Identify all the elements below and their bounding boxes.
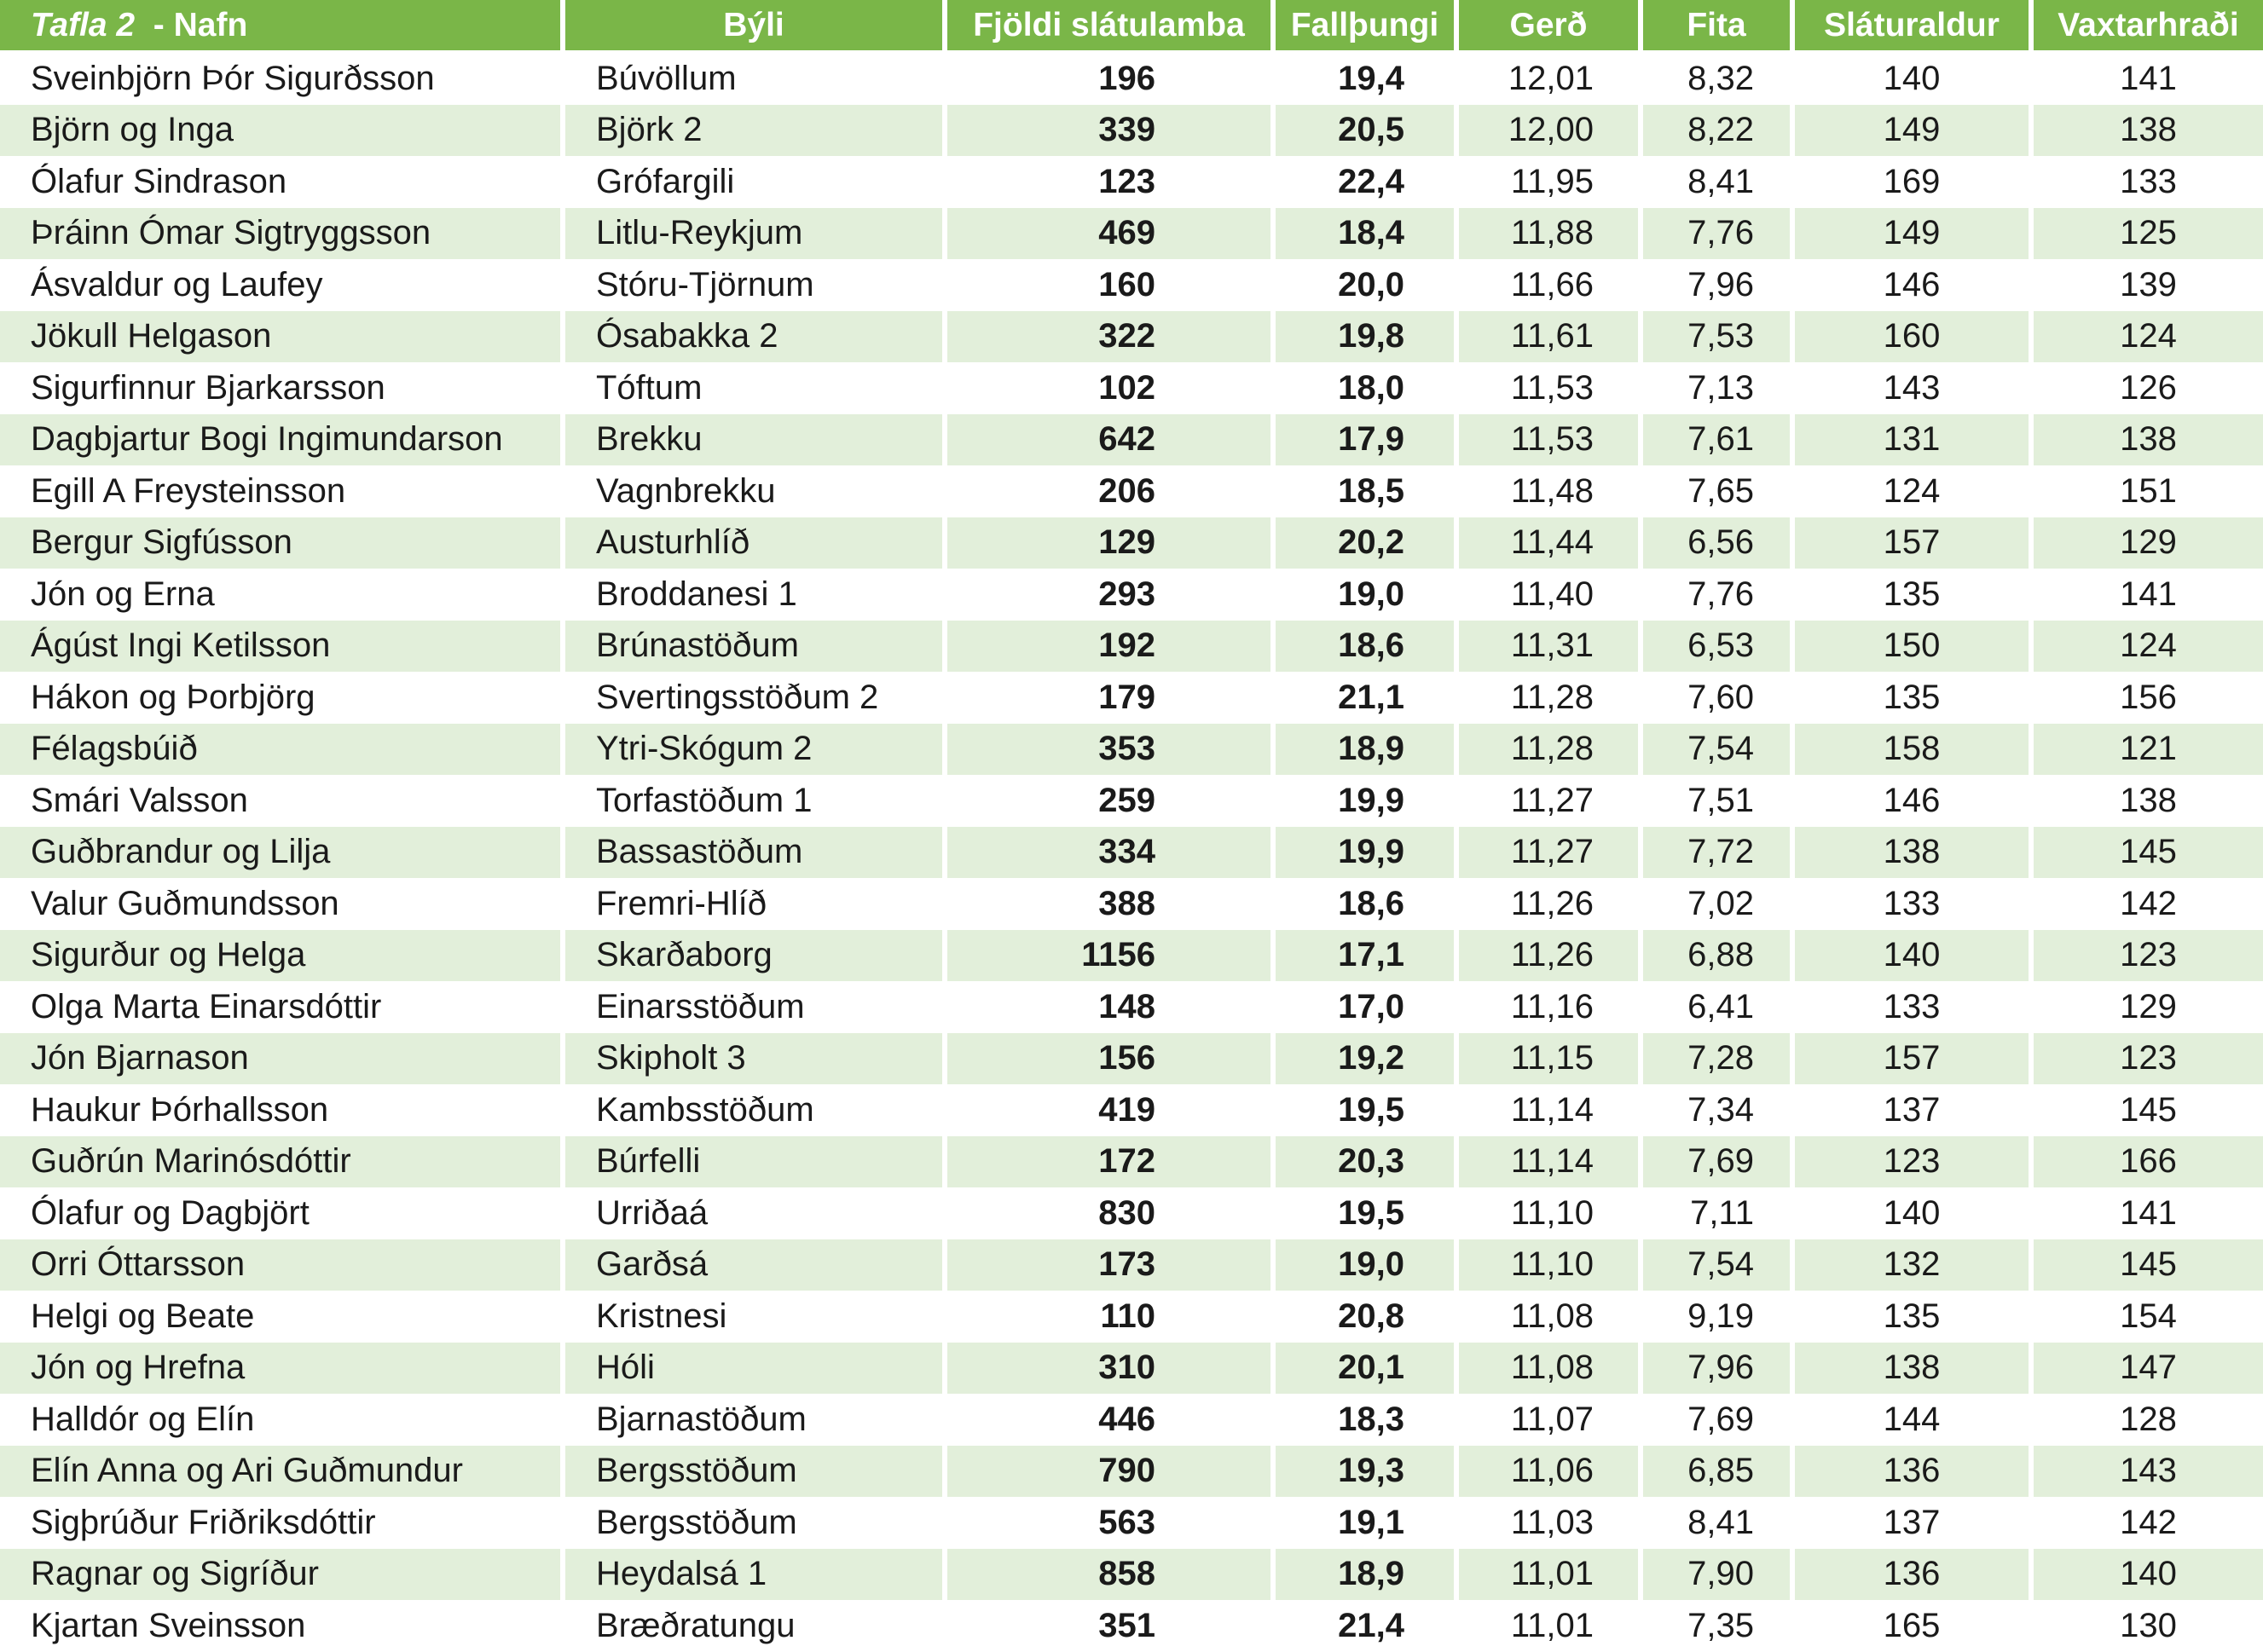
table-row[interactable] [0, 362, 2263, 414]
cell-nafn[interactable]: Orri Óttarsson [0, 1239, 565, 1291]
cell-fjoldi[interactable]: 206 [947, 465, 1276, 517]
cell-fjoldi[interactable]: 830 [947, 1187, 1276, 1239]
cell-fita[interactable]: 6,88 [1643, 930, 1795, 982]
cell-nafn[interactable]: Jökull Helgason [0, 311, 565, 363]
cell-slaturaldur[interactable]: 131 [1795, 414, 2034, 466]
cell-nafn[interactable]: Kjartan Sveinsson [0, 1600, 565, 1652]
cell-slaturaldur[interactable]: 137 [1795, 1497, 2034, 1549]
column-header-fjoldi[interactable]: Fjöldi slátulamba [947, 0, 1276, 53]
cell-fita[interactable]: 8,41 [1643, 1497, 1795, 1549]
cell-slaturaldur[interactable]: 140 [1795, 930, 2034, 982]
cell-vaxtarhradi[interactable]: 124 [2034, 621, 2263, 673]
cell-fjoldi[interactable]: 102 [947, 362, 1276, 414]
cell-slaturaldur[interactable]: 160 [1795, 311, 2034, 363]
cell-fita[interactable]: 7,53 [1643, 311, 1795, 363]
cell-fita[interactable]: 7,76 [1643, 208, 1795, 260]
column-header-fita[interactable]: Fita [1643, 0, 1795, 53]
cell-fjoldi[interactable]: 123 [947, 156, 1276, 208]
cell-slaturaldur[interactable]: 144 [1795, 1394, 2034, 1446]
cell-nafn[interactable]: Olga Marta Einarsdóttir [0, 981, 565, 1033]
cell-fallthungi[interactable]: 20,1 [1276, 1343, 1459, 1395]
table-row[interactable] [0, 930, 2263, 982]
cell-slaturaldur[interactable]: 136 [1795, 1549, 2034, 1601]
cell-byli[interactable]: Broddanesi 1 [565, 569, 947, 621]
table-row[interactable] [0, 414, 2263, 466]
cell-fita[interactable]: 7,51 [1643, 775, 1795, 827]
table-row[interactable] [0, 672, 2263, 724]
cell-fita[interactable]: 7,69 [1643, 1136, 1795, 1188]
cell-gerd[interactable]: 11,28 [1459, 724, 1643, 776]
cell-fjoldi[interactable]: 790 [947, 1446, 1276, 1498]
cell-slaturaldur[interactable]: 143 [1795, 362, 2034, 414]
cell-fallthungi[interactable]: 20,8 [1276, 1291, 1459, 1343]
cell-slaturaldur[interactable]: 140 [1795, 53, 2034, 105]
cell-byli[interactable]: Bjarnastöðum [565, 1394, 947, 1446]
cell-slaturaldur[interactable]: 136 [1795, 1446, 2034, 1498]
column-header-gerd[interactable]: Gerð [1459, 0, 1643, 53]
cell-byli[interactable]: Búrfelli [565, 1136, 947, 1188]
cell-vaxtarhradi[interactable]: 123 [2034, 930, 2263, 982]
cell-nafn[interactable]: Ólafur Sindrason [0, 156, 565, 208]
table-row[interactable] [0, 53, 2263, 105]
cell-slaturaldur[interactable]: 157 [1795, 1033, 2034, 1085]
column-header-nafn-label: - Nafn [135, 6, 248, 43]
table-row[interactable] [0, 208, 2263, 260]
cell-gerd[interactable]: 11,44 [1459, 517, 1643, 569]
cell-gerd[interactable]: 11,14 [1459, 1136, 1643, 1188]
cell-fita[interactable]: 7,96 [1643, 1343, 1795, 1395]
cell-nafn[interactable]: Ragnar og Sigríður [0, 1549, 565, 1601]
cell-fjoldi[interactable]: 192 [947, 621, 1276, 673]
cell-fallthungi[interactable]: 18,6 [1276, 621, 1459, 673]
cell-fallthungi[interactable]: 18,0 [1276, 362, 1459, 414]
cell-slaturaldur[interactable]: 132 [1795, 1239, 2034, 1291]
cell-vaxtarhradi[interactable]: 147 [2034, 1343, 2263, 1395]
cell-gerd[interactable]: 11,95 [1459, 156, 1643, 208]
cell-byli[interactable]: Kambsstöðum [565, 1084, 947, 1136]
cell-fallthungi[interactable]: 17,0 [1276, 981, 1459, 1033]
cell-nafn[interactable]: Sigþrúður Friðriksdóttir [0, 1497, 565, 1549]
cell-byli[interactable]: Garðsá [565, 1239, 947, 1291]
cell-vaxtarhradi[interactable]: 125 [2034, 208, 2263, 260]
cell-vaxtarhradi[interactable]: 141 [2034, 569, 2263, 621]
table-row[interactable] [0, 569, 2263, 621]
cell-slaturaldur[interactable]: 133 [1795, 878, 2034, 930]
cell-fjoldi[interactable]: 351 [947, 1600, 1276, 1652]
cell-nafn[interactable]: Egill A Freysteinsson [0, 465, 565, 517]
table-row[interactable] [0, 1446, 2263, 1498]
cell-fallthungi[interactable]: 21,4 [1276, 1600, 1459, 1652]
table-row[interactable] [0, 1549, 2263, 1601]
cell-nafn[interactable]: Hákon og Þorbjörg [0, 672, 565, 724]
cell-vaxtarhradi[interactable]: 140 [2034, 1549, 2263, 1601]
cell-byli[interactable]: Brekku [565, 414, 947, 466]
cell-byli[interactable]: Kristnesi [565, 1291, 947, 1343]
cell-gerd[interactable]: 11,53 [1459, 362, 1643, 414]
cell-byli[interactable]: Litlu-Reykjum [565, 208, 947, 260]
cell-vaxtarhradi[interactable]: 154 [2034, 1291, 2263, 1343]
cell-fallthungi[interactable]: 19,2 [1276, 1033, 1459, 1085]
cell-nafn[interactable]: Félagsbúið [0, 724, 565, 776]
cell-gerd[interactable]: 11,06 [1459, 1446, 1643, 1498]
cell-fita[interactable]: 6,41 [1643, 981, 1795, 1033]
table-row[interactable] [0, 724, 2263, 776]
cell-nafn[interactable]: Jón og Erna [0, 569, 565, 621]
cell-fjoldi[interactable]: 419 [947, 1084, 1276, 1136]
cell-gerd[interactable]: 11,88 [1459, 208, 1643, 260]
cell-fallthungi[interactable]: 20,0 [1276, 259, 1459, 311]
cell-nafn[interactable]: Bergur Sigfússon [0, 517, 565, 569]
cell-vaxtarhradi[interactable]: 142 [2034, 1497, 2263, 1549]
cell-slaturaldur[interactable]: 165 [1795, 1600, 2034, 1652]
cell-fjoldi[interactable]: 160 [947, 259, 1276, 311]
cell-gerd[interactable]: 11,48 [1459, 465, 1643, 517]
cell-gerd[interactable]: 11,31 [1459, 621, 1643, 673]
cell-byli[interactable]: Torfastöðum 1 [565, 775, 947, 827]
cell-fita[interactable]: 7,02 [1643, 878, 1795, 930]
cell-slaturaldur[interactable]: 135 [1795, 672, 2034, 724]
cell-fallthungi[interactable]: 19,3 [1276, 1446, 1459, 1498]
cell-slaturaldur[interactable]: 135 [1795, 1291, 2034, 1343]
cell-vaxtarhradi[interactable]: 121 [2034, 724, 2263, 776]
column-header-nafn[interactable] [0, 0, 565, 53]
cell-fjoldi[interactable]: 446 [947, 1394, 1276, 1446]
table-row[interactable] [0, 105, 2263, 157]
cell-fallthungi[interactable]: 18,3 [1276, 1394, 1459, 1446]
cell-nafn[interactable]: Sigurður og Helga [0, 930, 565, 982]
cell-nafn[interactable]: Ágúst Ingi Ketilsson [0, 621, 565, 673]
cell-fita[interactable]: 8,41 [1643, 156, 1795, 208]
cell-fjoldi[interactable]: 310 [947, 1343, 1276, 1395]
cell-fallthungi[interactable]: 20,3 [1276, 1136, 1459, 1188]
cell-fjoldi[interactable]: 196 [947, 53, 1276, 105]
table-header [0, 0, 2263, 53]
cell-fjoldi[interactable]: 148 [947, 981, 1276, 1033]
cell-fita[interactable]: 7,90 [1643, 1549, 1795, 1601]
cell-fjoldi[interactable]: 388 [947, 878, 1276, 930]
cell-fallthungi[interactable]: 19,5 [1276, 1187, 1459, 1239]
cell-gerd[interactable]: 11,15 [1459, 1033, 1643, 1085]
cell-slaturaldur[interactable]: 146 [1795, 259, 2034, 311]
cell-slaturaldur[interactable]: 150 [1795, 621, 2034, 673]
cell-fjoldi[interactable]: 339 [947, 105, 1276, 157]
cell-vaxtarhradi[interactable]: 123 [2034, 1033, 2263, 1085]
cell-nafn[interactable]: Jón og Hrefna [0, 1343, 565, 1395]
table-row[interactable] [0, 1343, 2263, 1395]
cell-vaxtarhradi[interactable]: 129 [2034, 981, 2263, 1033]
cell-fita[interactable]: 7,69 [1643, 1394, 1795, 1446]
cell-byli[interactable]: Skipholt 3 [565, 1033, 947, 1085]
cell-byli[interactable]: Bergsstöðum [565, 1497, 947, 1549]
cell-gerd[interactable]: 11,10 [1459, 1187, 1643, 1239]
cell-vaxtarhradi[interactable]: 141 [2034, 1187, 2263, 1239]
cell-gerd[interactable]: 11,27 [1459, 827, 1643, 879]
cell-nafn[interactable]: Valur Guðmundsson [0, 878, 565, 930]
cell-gerd[interactable]: 11,03 [1459, 1497, 1643, 1549]
cell-nafn[interactable]: Dagbjartur Bogi Ingimundarson [0, 414, 565, 466]
cell-fallthungi[interactable]: 18,4 [1276, 208, 1459, 260]
cell-gerd[interactable]: 11,10 [1459, 1239, 1643, 1291]
cell-slaturaldur[interactable]: 137 [1795, 1084, 2034, 1136]
cell-fita[interactable]: 8,32 [1643, 53, 1795, 105]
cell-fjoldi[interactable]: 110 [947, 1291, 1276, 1343]
cell-fjoldi[interactable]: 293 [947, 569, 1276, 621]
cell-gerd[interactable]: 11,53 [1459, 414, 1643, 466]
cell-fita[interactable]: 6,53 [1643, 621, 1795, 673]
cell-vaxtarhradi[interactable]: 138 [2034, 105, 2263, 157]
cell-gerd[interactable]: 11,07 [1459, 1394, 1643, 1446]
cell-fallthungi[interactable]: 19,9 [1276, 827, 1459, 879]
cell-vaxtarhradi[interactable]: 124 [2034, 311, 2263, 363]
cell-fjoldi[interactable]: 1156 [947, 930, 1276, 982]
cell-slaturaldur[interactable]: 124 [1795, 465, 2034, 517]
cell-byli[interactable]: Skarðaborg [565, 930, 947, 982]
cell-byli[interactable]: Bassastöðum [565, 827, 947, 879]
cell-fjoldi[interactable]: 334 [947, 827, 1276, 879]
cell-nafn[interactable]: Jón Bjarnason [0, 1033, 565, 1085]
table-row[interactable] [0, 981, 2263, 1033]
cell-fita[interactable]: 7,34 [1643, 1084, 1795, 1136]
cell-nafn[interactable]: Sveinbjörn Þór Sigurðsson [0, 53, 565, 105]
cell-fallthungi[interactable]: 19,4 [1276, 53, 1459, 105]
cell-fallthungi[interactable]: 18,6 [1276, 878, 1459, 930]
cell-fjoldi[interactable]: 563 [947, 1497, 1276, 1549]
table-caption: Tafla 2 [31, 6, 136, 43]
cell-fallthungi[interactable]: 20,5 [1276, 105, 1459, 157]
cell-byli[interactable]: Ósabakka 2 [565, 311, 947, 363]
cell-byli[interactable]: Tóftum [565, 362, 947, 414]
cell-nafn[interactable]: Halldór og Elín [0, 1394, 565, 1446]
cell-fita[interactable]: 9,19 [1643, 1291, 1795, 1343]
cell-fallthungi[interactable]: 18,9 [1276, 1549, 1459, 1601]
cell-gerd[interactable]: 11,01 [1459, 1600, 1643, 1652]
cell-vaxtarhradi[interactable]: 142 [2034, 878, 2263, 930]
table-row[interactable] [0, 827, 2263, 879]
cell-fallthungi[interactable]: 19,0 [1276, 1239, 1459, 1291]
cell-byli[interactable]: Búvöllum [565, 53, 947, 105]
cell-slaturaldur[interactable]: 133 [1795, 981, 2034, 1033]
cell-byli[interactable]: Björk 2 [565, 105, 947, 157]
cell-fjoldi[interactable]: 469 [947, 208, 1276, 260]
cell-fita[interactable]: 7,54 [1643, 724, 1795, 776]
cell-fallthungi[interactable]: 19,8 [1276, 311, 1459, 363]
cell-gerd[interactable]: 11,26 [1459, 878, 1643, 930]
cell-fjoldi[interactable]: 129 [947, 517, 1276, 569]
table-row[interactable] [0, 517, 2263, 569]
table-body [0, 53, 2263, 1652]
table-row[interactable] [0, 1497, 2263, 1549]
cell-slaturaldur[interactable]: 140 [1795, 1187, 2034, 1239]
cell-fjoldi[interactable]: 259 [947, 775, 1276, 827]
cell-byli[interactable]: Austurhlíð [565, 517, 947, 569]
table-row[interactable] [0, 1600, 2263, 1652]
cell-fallthungi[interactable]: 19,1 [1276, 1497, 1459, 1549]
column-header-byli[interactable]: Býli [565, 0, 947, 53]
cell-fita[interactable]: 7,13 [1643, 362, 1795, 414]
cell-vaxtarhradi[interactable]: 138 [2034, 414, 2263, 466]
cell-fita[interactable]: 8,22 [1643, 105, 1795, 157]
cell-fallthungi[interactable]: 17,9 [1276, 414, 1459, 466]
cell-fita[interactable]: 6,56 [1643, 517, 1795, 569]
cell-nafn[interactable]: Elín Anna og Ari Guðmundur [0, 1446, 565, 1498]
cell-gerd[interactable]: 11,16 [1459, 981, 1643, 1033]
cell-fjoldi[interactable]: 173 [947, 1239, 1276, 1291]
cell-slaturaldur[interactable]: 158 [1795, 724, 2034, 776]
cell-gerd[interactable]: 11,01 [1459, 1549, 1643, 1601]
cell-slaturaldur[interactable]: 157 [1795, 517, 2034, 569]
table-row[interactable] [0, 1084, 2263, 1136]
cell-vaxtarhradi[interactable]: 141 [2034, 53, 2263, 105]
cell-vaxtarhradi[interactable]: 130 [2034, 1600, 2263, 1652]
cell-slaturaldur[interactable]: 149 [1795, 105, 2034, 157]
cell-fjoldi[interactable]: 353 [947, 724, 1276, 776]
cell-slaturaldur[interactable]: 149 [1795, 208, 2034, 260]
cell-fjoldi[interactable]: 858 [947, 1549, 1276, 1601]
table-row[interactable] [0, 878, 2263, 930]
cell-byli[interactable]: Fremri-Hlíð [565, 878, 947, 930]
cell-fjoldi[interactable]: 642 [947, 414, 1276, 466]
cell-vaxtarhradi[interactable]: 145 [2034, 827, 2263, 879]
table-row[interactable] [0, 311, 2263, 363]
cell-nafn[interactable]: Smári Valsson [0, 775, 565, 827]
cell-nafn[interactable]: Haukur Þórhallsson [0, 1084, 565, 1136]
cell-byli[interactable]: Vagnbrekku [565, 465, 947, 517]
cell-vaxtarhradi[interactable]: 133 [2034, 156, 2263, 208]
cell-gerd[interactable]: 11,14 [1459, 1084, 1643, 1136]
cell-slaturaldur[interactable]: 138 [1795, 1343, 2034, 1395]
cell-fallthungi[interactable]: 21,1 [1276, 672, 1459, 724]
cell-gerd[interactable]: 11,61 [1459, 311, 1643, 363]
table-row[interactable] [0, 1394, 2263, 1446]
cell-byli[interactable]: Bergsstöðum [565, 1446, 947, 1498]
table-row[interactable] [0, 1136, 2263, 1188]
cell-byli[interactable]: Ytri-Skógum 2 [565, 724, 947, 776]
cell-byli[interactable]: Grófargili [565, 156, 947, 208]
cell-slaturaldur[interactable]: 146 [1795, 775, 2034, 827]
cell-gerd[interactable]: 12,00 [1459, 105, 1643, 157]
cell-fjoldi[interactable]: 172 [947, 1136, 1276, 1188]
column-header-vaxtarhradi[interactable]: Vaxtarhraði [2034, 0, 2263, 53]
cell-gerd[interactable]: 11,08 [1459, 1343, 1643, 1395]
cell-vaxtarhradi[interactable]: 139 [2034, 259, 2263, 311]
cell-vaxtarhradi[interactable]: 126 [2034, 362, 2263, 414]
cell-fjoldi[interactable]: 322 [947, 311, 1276, 363]
cell-gerd[interactable]: 11,28 [1459, 672, 1643, 724]
cell-fallthungi[interactable]: 20,2 [1276, 517, 1459, 569]
cell-fita[interactable]: 7,72 [1643, 827, 1795, 879]
column-header-slaturaldur[interactable]: Sláturaldur [1795, 0, 2034, 53]
cell-nafn[interactable]: Helgi og Beate [0, 1291, 565, 1343]
cell-fjoldi[interactable]: 156 [947, 1033, 1276, 1085]
table-row[interactable] [0, 1033, 2263, 1085]
table-row[interactable] [0, 1239, 2263, 1291]
cell-nafn[interactable]: Sigurfinnur Bjarkarsson [0, 362, 565, 414]
cell-slaturaldur[interactable]: 138 [1795, 827, 2034, 879]
table-row[interactable] [0, 259, 2263, 311]
cell-gerd[interactable]: 11,27 [1459, 775, 1643, 827]
cell-fita[interactable]: 7,61 [1643, 414, 1795, 466]
table-row[interactable] [0, 1291, 2263, 1343]
table-row[interactable] [0, 465, 2263, 517]
cell-fita[interactable]: 7,28 [1643, 1033, 1795, 1085]
cell-byli[interactable]: Svertingsstöðum 2 [565, 672, 947, 724]
cell-nafn[interactable]: Guðrún Marinósdóttir [0, 1136, 565, 1188]
cell-fallthungi[interactable]: 18,5 [1276, 465, 1459, 517]
table-row[interactable] [0, 621, 2263, 673]
cell-slaturaldur[interactable]: 169 [1795, 156, 2034, 208]
cell-nafn[interactable]: Þráinn Ómar Sigtryggsson [0, 208, 565, 260]
cell-vaxtarhradi[interactable]: 145 [2034, 1084, 2263, 1136]
cell-fallthungi[interactable]: 19,9 [1276, 775, 1459, 827]
cell-byli[interactable]: Hóli [565, 1343, 947, 1395]
cell-vaxtarhradi[interactable]: 145 [2034, 1239, 2263, 1291]
cell-fallthungi[interactable]: 17,1 [1276, 930, 1459, 982]
cell-byli[interactable]: Einarsstöðum [565, 981, 947, 1033]
cell-vaxtarhradi[interactable]: 143 [2034, 1446, 2263, 1498]
cell-byli[interactable]: Urriðaá [565, 1187, 947, 1239]
cell-byli[interactable]: Bræðratungu [565, 1600, 947, 1652]
cell-gerd[interactable]: 12,01 [1459, 53, 1643, 105]
cell-fita[interactable]: 6,85 [1643, 1446, 1795, 1498]
cell-fita[interactable]: 7,96 [1643, 259, 1795, 311]
cell-fjoldi[interactable]: 179 [947, 672, 1276, 724]
cell-vaxtarhradi[interactable]: 129 [2034, 517, 2263, 569]
cell-gerd[interactable]: 11,08 [1459, 1291, 1643, 1343]
cell-vaxtarhradi[interactable]: 128 [2034, 1394, 2263, 1446]
cell-nafn[interactable]: Ásvaldur og Laufey [0, 259, 565, 311]
cell-slaturaldur[interactable]: 135 [1795, 569, 2034, 621]
cell-fallthungi[interactable]: 19,0 [1276, 569, 1459, 621]
cell-byli[interactable]: Brúnastöðum [565, 621, 947, 673]
column-header-fallthungi[interactable]: Fallþungi [1276, 0, 1459, 53]
cell-vaxtarhradi[interactable]: 156 [2034, 672, 2263, 724]
cell-fallthungi[interactable]: 18,9 [1276, 724, 1459, 776]
cell-gerd[interactable]: 11,40 [1459, 569, 1643, 621]
cell-vaxtarhradi[interactable]: 151 [2034, 465, 2263, 517]
cell-slaturaldur[interactable]: 123 [1795, 1136, 2034, 1188]
header-row [0, 0, 2263, 53]
cell-fallthungi[interactable]: 19,5 [1276, 1084, 1459, 1136]
cell-vaxtarhradi[interactable]: 166 [2034, 1136, 2263, 1188]
cell-byli[interactable]: Heydalsá 1 [565, 1549, 947, 1601]
cell-nafn[interactable]: Ólafur og Dagbjört [0, 1187, 565, 1239]
cell-vaxtarhradi[interactable]: 138 [2034, 775, 2263, 827]
cell-fita[interactable]: 7,35 [1643, 1600, 1795, 1652]
cell-fita[interactable]: 7,11 [1643, 1187, 1795, 1239]
cell-nafn[interactable]: Björn og Inga [0, 105, 565, 157]
table-row[interactable] [0, 156, 2263, 208]
cell-fita[interactable]: 7,60 [1643, 672, 1795, 724]
cell-fita[interactable]: 7,76 [1643, 569, 1795, 621]
cell-gerd[interactable]: 11,26 [1459, 930, 1643, 982]
cell-byli[interactable]: Stóru-Tjörnum [565, 259, 947, 311]
cell-fita[interactable]: 7,54 [1643, 1239, 1795, 1291]
table-row[interactable] [0, 775, 2263, 827]
cell-fita[interactable]: 7,65 [1643, 465, 1795, 517]
cell-fallthungi[interactable]: 22,4 [1276, 156, 1459, 208]
cell-nafn[interactable]: Guðbrandur og Lilja [0, 827, 565, 879]
table-row[interactable] [0, 1187, 2263, 1239]
cell-gerd[interactable]: 11,66 [1459, 259, 1643, 311]
